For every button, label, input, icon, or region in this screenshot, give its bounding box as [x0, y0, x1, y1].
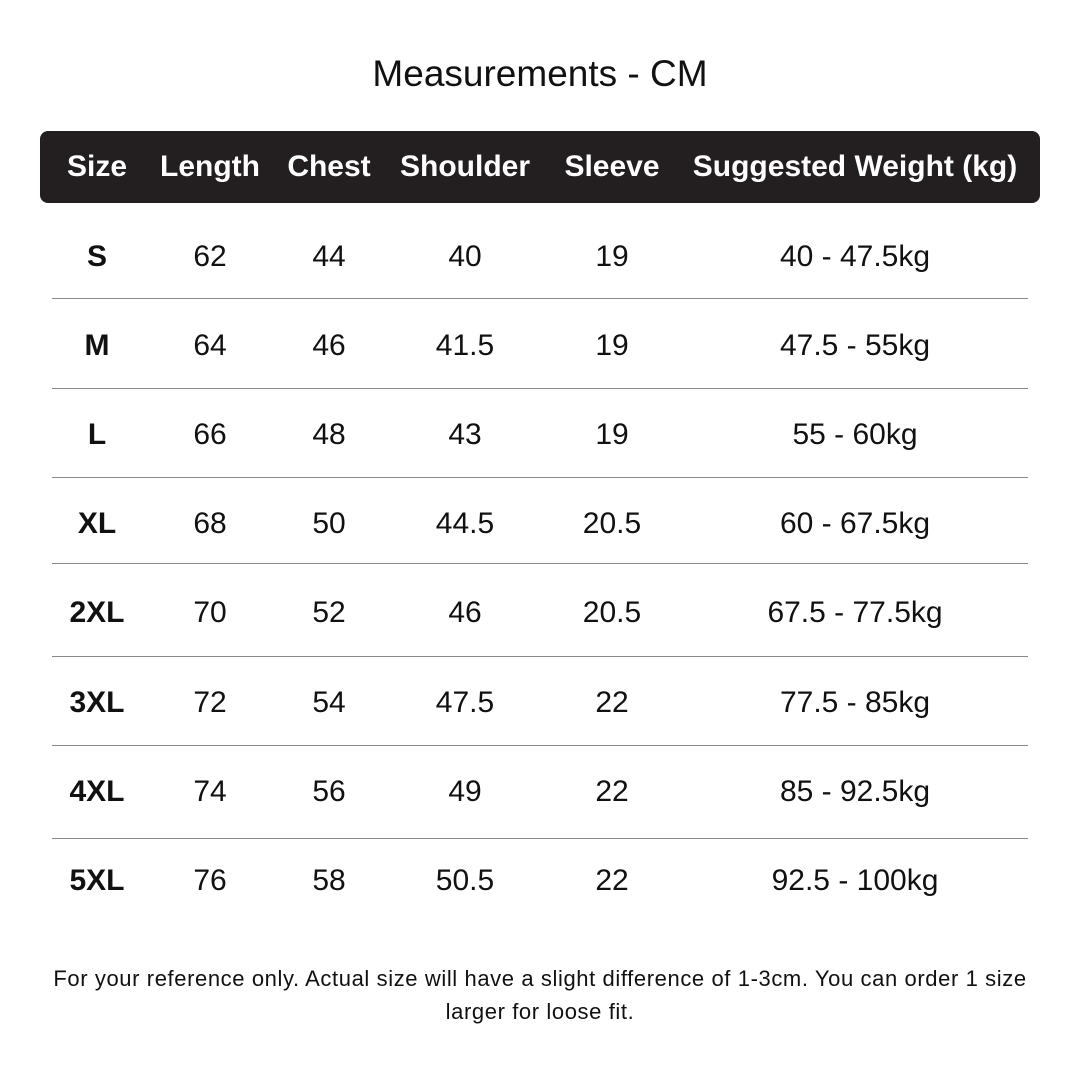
row-divider — [52, 298, 1028, 299]
cell-sleeve: 19 — [595, 240, 629, 273]
table-row — [0, 479, 1080, 568]
cell-sleeve: 20.5 — [582, 596, 642, 629]
table-row — [0, 658, 1080, 747]
header-chest: Chest — [287, 150, 371, 183]
page-title: Measurements - CM — [372, 53, 708, 94]
cell-size: 3XL — [69, 686, 125, 719]
cell-size: L — [87, 418, 107, 451]
cell-chest: 50 — [312, 507, 346, 540]
table-row — [0, 212, 1080, 301]
cell-length: 72 — [193, 686, 227, 719]
row-divider — [52, 656, 1028, 657]
header-length: Length — [160, 150, 260, 183]
cell-chest: 54 — [312, 686, 346, 719]
cell-length: 76 — [193, 864, 227, 897]
header-shoulder: Shoulder — [399, 150, 531, 183]
cell-chest: 56 — [312, 775, 346, 808]
cell-size: 2XL — [69, 596, 125, 629]
cell-shoulder: 47.5 — [435, 686, 495, 719]
cell-suggested-weight: 40 - 47.5kg — [779, 240, 931, 273]
cell-length: 74 — [193, 775, 227, 808]
cell-chest: 46 — [312, 329, 346, 362]
cell-sleeve: 19 — [595, 329, 629, 362]
cell-suggested-weight: 55 - 60kg — [792, 418, 918, 451]
cell-chest: 58 — [312, 864, 346, 897]
cell-shoulder: 43 — [448, 418, 482, 451]
cell-sleeve: 22 — [595, 775, 629, 808]
table-row — [0, 301, 1080, 390]
cell-suggested-weight: 67.5 - 77.5kg — [767, 596, 943, 629]
cell-size: 4XL — [69, 775, 125, 808]
table-row — [0, 747, 1080, 836]
cell-shoulder: 46 — [448, 596, 482, 629]
cell-size: M — [84, 329, 110, 362]
cell-shoulder: 41.5 — [435, 329, 495, 362]
cell-sleeve: 19 — [595, 418, 629, 451]
header-size: Size — [66, 150, 128, 183]
row-divider — [52, 563, 1028, 564]
disclaimer-note: For your reference only. Actual size will have a slight difference of 1-3cm. You can order 1 size larger for loose fit. — [53, 966, 1027, 1024]
cell-length: 66 — [193, 418, 227, 451]
header-sleeve: Sleeve — [564, 150, 660, 183]
row-divider — [52, 477, 1028, 478]
cell-length: 70 — [193, 596, 227, 629]
cell-sleeve: 22 — [595, 864, 629, 897]
cell-length: 64 — [193, 329, 227, 362]
cell-suggested-weight: 85 - 92.5kg — [779, 775, 931, 808]
table-row — [0, 390, 1080, 479]
cell-suggested-weight: 77.5 - 85kg — [779, 686, 931, 719]
table-row — [0, 568, 1080, 657]
cell-sleeve: 20.5 — [582, 507, 642, 540]
cell-chest: 48 — [312, 418, 346, 451]
row-divider — [52, 745, 1028, 746]
cell-size: S — [86, 240, 108, 273]
row-divider — [52, 388, 1028, 389]
cell-shoulder: 44.5 — [435, 507, 495, 540]
cell-suggested-weight: 47.5 - 55kg — [779, 329, 931, 362]
cell-size: XL — [77, 507, 117, 540]
cell-chest: 44 — [312, 240, 346, 273]
cell-length: 68 — [193, 507, 227, 540]
cell-shoulder: 40 — [448, 240, 482, 273]
cell-suggested-weight: 92.5 - 100kg — [771, 864, 939, 897]
cell-chest: 52 — [312, 596, 346, 629]
cell-shoulder: 50.5 — [435, 864, 495, 897]
cell-sleeve: 22 — [595, 686, 629, 719]
cell-size: 5XL — [69, 864, 125, 897]
table-row — [0, 836, 1080, 925]
cell-suggested-weight: 60 - 67.5kg — [779, 507, 931, 540]
cell-length: 62 — [193, 240, 227, 273]
cell-shoulder: 49 — [448, 775, 482, 808]
header-suggested-weight: Suggested Weight (kg) — [692, 150, 1018, 183]
